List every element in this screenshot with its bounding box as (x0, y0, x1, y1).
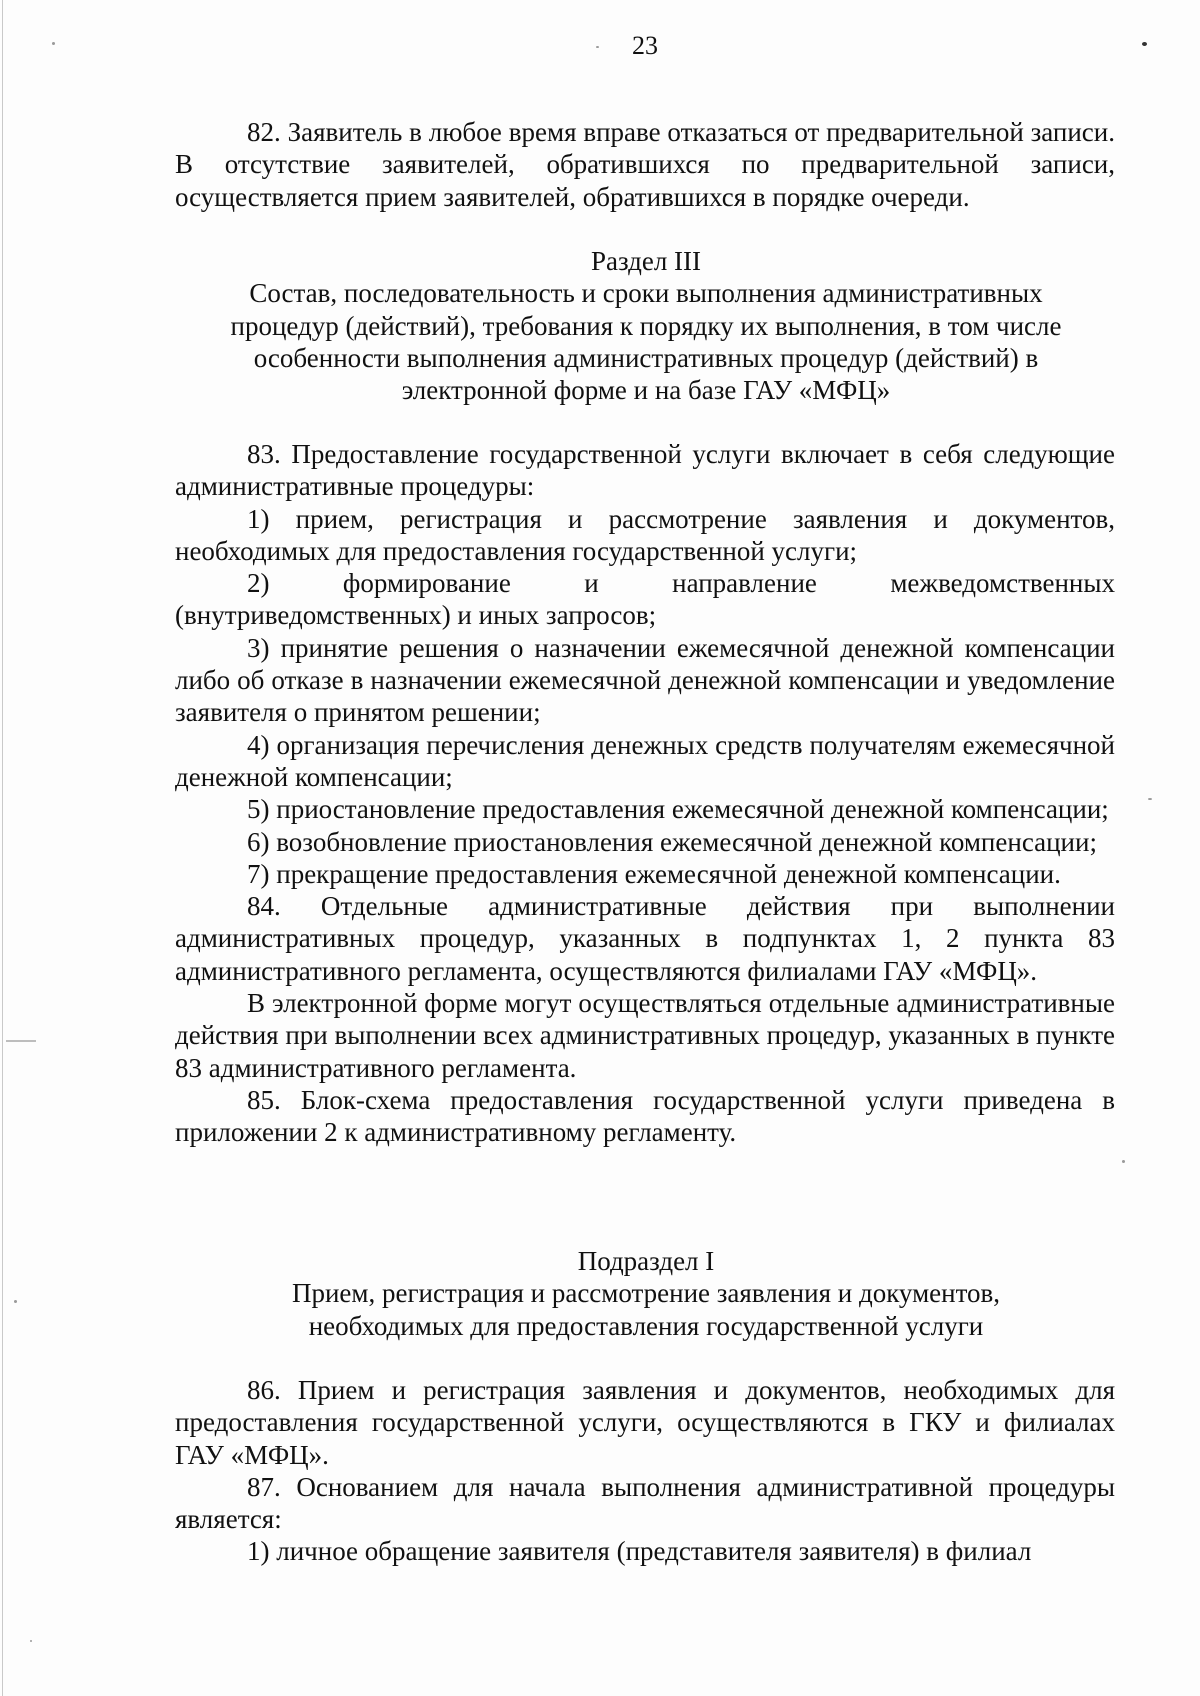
list-item: 2) формирование и направление межведомственных (внутриведомственных) и иных запросов; (175, 568, 1115, 631)
subsection-heading-block (175, 1245, 1115, 1342)
list-item: 1) прием, регистрация и рассмотрение заявления и документов, необходимых для предоставления государственной услуги; (175, 503, 1115, 566)
paragraph-85: 85. Блок-схема предоставления государственной услуги приведена в приложении 2 к административному регламенту. (175, 1084, 1115, 1148)
scan-edge-line (2, 0, 3, 1696)
section-title-line: процедур (действий), требования к порядку их выполнения, в том числе (230, 310, 1062, 341)
paragraph-82: 82. Заявитель в любое время вправе отказаться от предварительной записи. В отсутствие заявителей, обратившихся по предварительной записи, осуществляется прием заявителей, обратившихся в порядке очереди. (175, 117, 1115, 212)
list-item: 4) организация перечисления денежных средств получателям ежемесячной денежной компенсации; (175, 729, 1115, 792)
paragraph-87: 87. Основанием для начала выполнения административной процедуры является: (175, 1471, 1115, 1535)
scan-speck (14, 1300, 17, 1303)
subsection-label: Подраздел I (577, 1246, 715, 1276)
section-title-line: электронной форме и на базе ГАУ «МФЦ» (401, 375, 891, 406)
paragraph-86: 86. Прием и регистрация заявления и документов, необходимых для предоставления государственной услуги, осуществляются в ГКУ и филиалах ГАУ «МФЦ». (175, 1375, 1115, 1470)
subsection-body (175, 1374, 1115, 1568)
page-number: 23 (632, 31, 658, 60)
section-body (175, 438, 1115, 1149)
paragraph-84: 84. Отдельные административные действия при выполнении административных процедур, указанных в подпунктах 1, 2 пункта 83 административного регламента, осуществляются филиалами ГАУ «МФЦ». (175, 891, 1115, 986)
section-title-line: особенности выполнения административных процедур (действий) в (253, 342, 1039, 373)
list-item: 6) возобновление приостановления ежемесячной денежной компенсации; (247, 826, 1097, 857)
subsection-title-line: Прием, регистрация и рассмотрение заявления и документов, (291, 1278, 1001, 1309)
section-heading-block (175, 245, 1115, 406)
intro-block (175, 116, 1115, 213)
list-item: 7) прекращение предоставления ежемесячной денежной компенсации. (247, 858, 1061, 889)
paragraph-83: 83. Предоставление государственной услуги включает в себя следующие административные процедуры: (175, 439, 1115, 502)
paragraph-84-electronic: В электронной форме могут осуществляться отдельные административные действия при выполнении всех административных процедур, указанных в пункте 83 административного регламента. (175, 988, 1115, 1083)
scan-speck (1122, 1160, 1125, 1163)
scan-speck (6, 1040, 36, 1042)
scan-speck (1148, 798, 1152, 800)
section-label: Раздел III (590, 246, 702, 276)
list-item: 1) личное обращение заявителя (представителя заявителя) в филиал (247, 1536, 1032, 1567)
section-title-line: Состав, последовательность и сроки выполнения административных (249, 278, 1043, 309)
subsection-title-line: необходимых для предоставления государственной услуги (308, 1310, 984, 1341)
list-item: 3) принятие решения о назначении ежемесячной денежной компенсации либо об отказе в назначении ежемесячной денежной компенсации и уведомление заявителя о принятом решении; (175, 632, 1115, 728)
list-item: 5) приостановление предоставления ежемесячной денежной компенсации; (247, 794, 1109, 825)
scan-speck (30, 1640, 32, 1642)
